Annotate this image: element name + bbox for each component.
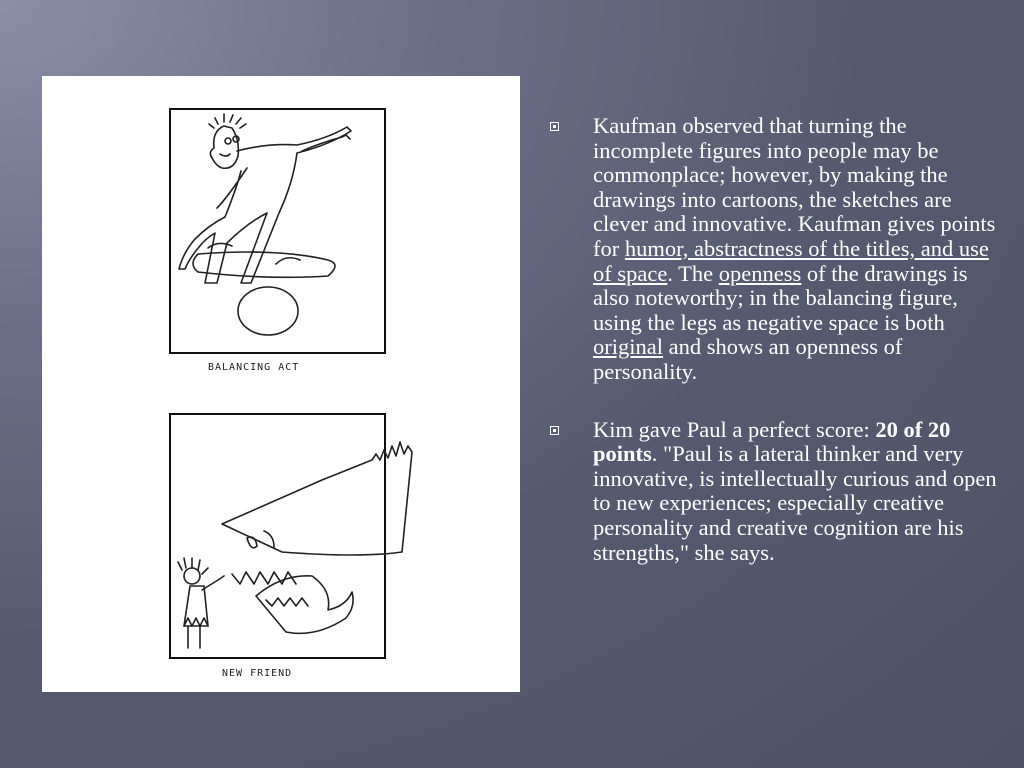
square-bullet-icon — [550, 426, 559, 435]
bullet-item-2 — [548, 418, 1008, 566]
caption-bottom: NEW FRIEND — [222, 668, 293, 679]
drawing-image — [42, 76, 520, 692]
text-content — [548, 114, 1008, 598]
bullet-item-1 — [548, 114, 1008, 385]
creature-figure — [178, 442, 412, 648]
underlined-word-openness: openness — [718, 260, 802, 286]
bullet-1-text: Kaufman observed that turning the incomplete figures into people may be commonplace; however, by making the drawings into cartoons, the sketches are clever and innovative. Kaufman gives points for humor, abstractness of the titles, and use of space. The openness of the drawings is also noteworthy; in the balancing figure, using the legs as negative space is both original and shows an openness of personality. — [593, 113, 996, 384]
balancing-figure — [179, 114, 351, 335]
underlined-phrase-humor: humor, abstractness of the titles, and use of space — [593, 235, 989, 286]
caption-top: BALANCING ACT — [208, 362, 300, 373]
bullet-2-text: Kim gave Paul a perfect score: 20 of 20 points. "Paul is a lateral thinker and very innovative, is intellectually curious and open to new experiences; especially creative personality and creative cognition are his strengths," she says. — [593, 416, 997, 565]
square-bullet-icon — [550, 122, 559, 131]
underlined-word-original: original — [593, 334, 663, 360]
top-frame — [170, 109, 385, 353]
cartoon-sketches — [42, 76, 520, 692]
bold-score: 20 of 20 points — [593, 416, 951, 467]
